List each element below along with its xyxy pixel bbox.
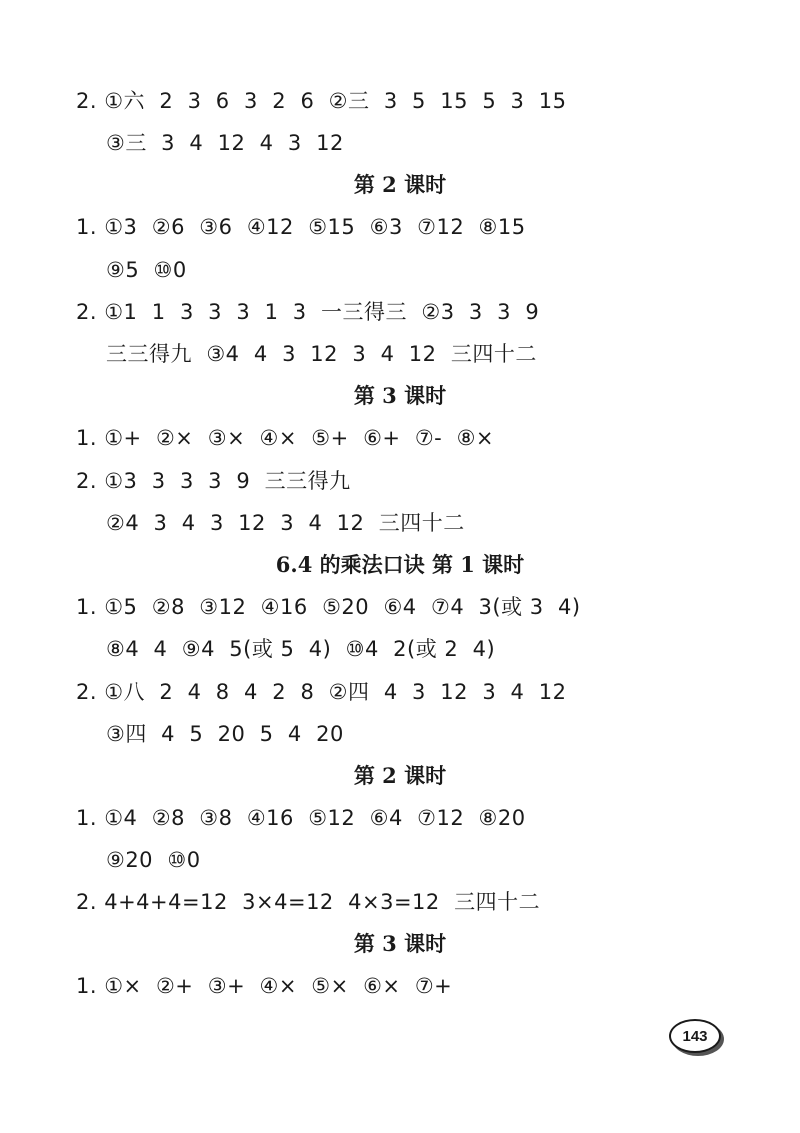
answer-line: 1. ①× ②+ ③+ ④× ⑤× ⑥× ⑦+ bbox=[76, 974, 453, 998]
answer-line: 1. ①5 ②8 ③12 ④16 ⑤20 ⑥4 ⑦4 3(或 3 4) bbox=[76, 595, 581, 619]
answer-line: 1. ①+ ②× ③× ④× ⑤+ ⑥+ ⑦- ⑧× bbox=[76, 426, 495, 450]
answer-line: ⑨5 ⑩0 bbox=[106, 258, 187, 282]
answer-line: ⑧4 4 ⑨4 5(或 5 4) ⑩4 2(或 2 4) bbox=[106, 637, 496, 661]
section-heading: 第 3 课时 bbox=[353, 383, 447, 408]
answer-line: ③四 4 5 20 5 4 20 bbox=[106, 722, 344, 746]
answer-line: 2. ①1 1 3 3 3 1 3 一三得三 ②3 3 3 9 bbox=[76, 300, 540, 324]
answer-line: ③三 3 4 12 4 3 12 bbox=[106, 131, 344, 155]
section-heading: 6.4 的乘法口诀 第 1 课时 bbox=[275, 552, 525, 577]
page-number-badge bbox=[669, 1019, 721, 1053]
page-number: 143 bbox=[682, 1027, 708, 1045]
section-heading: 第 2 课时 bbox=[353, 172, 447, 197]
answer-line: 1. ①3 ②6 ③6 ④12 ⑤15 ⑥3 ⑦12 ⑧15 bbox=[76, 215, 526, 239]
answer-line: 1. ①4 ②8 ③8 ④16 ⑤12 ⑥4 ⑦12 ⑧20 bbox=[76, 806, 526, 830]
answer-line: 2. ①六 2 3 6 3 2 6 ②三 3 5 15 5 3 15 bbox=[76, 89, 567, 113]
section-heading: 第 3 课时 bbox=[353, 931, 447, 956]
section-heading: 第 2 课时 bbox=[353, 763, 447, 788]
answer-line: 2. ①八 2 4 8 4 2 8 ②四 4 3 12 3 4 12 bbox=[76, 680, 567, 704]
answer-line: 2. 4+4+4=12 3×4=12 4×3=12 三四十二 bbox=[76, 890, 541, 914]
answer-line: ⑨20 ⑩0 bbox=[106, 848, 201, 872]
answer-line: ②4 3 4 3 12 3 4 12 三四十二 bbox=[106, 511, 465, 535]
answer-line: 2. ①3 3 3 3 9 三三得九 bbox=[76, 469, 351, 493]
answer-line: 三三得九 ③4 4 3 12 3 4 12 三四十二 bbox=[106, 342, 537, 366]
